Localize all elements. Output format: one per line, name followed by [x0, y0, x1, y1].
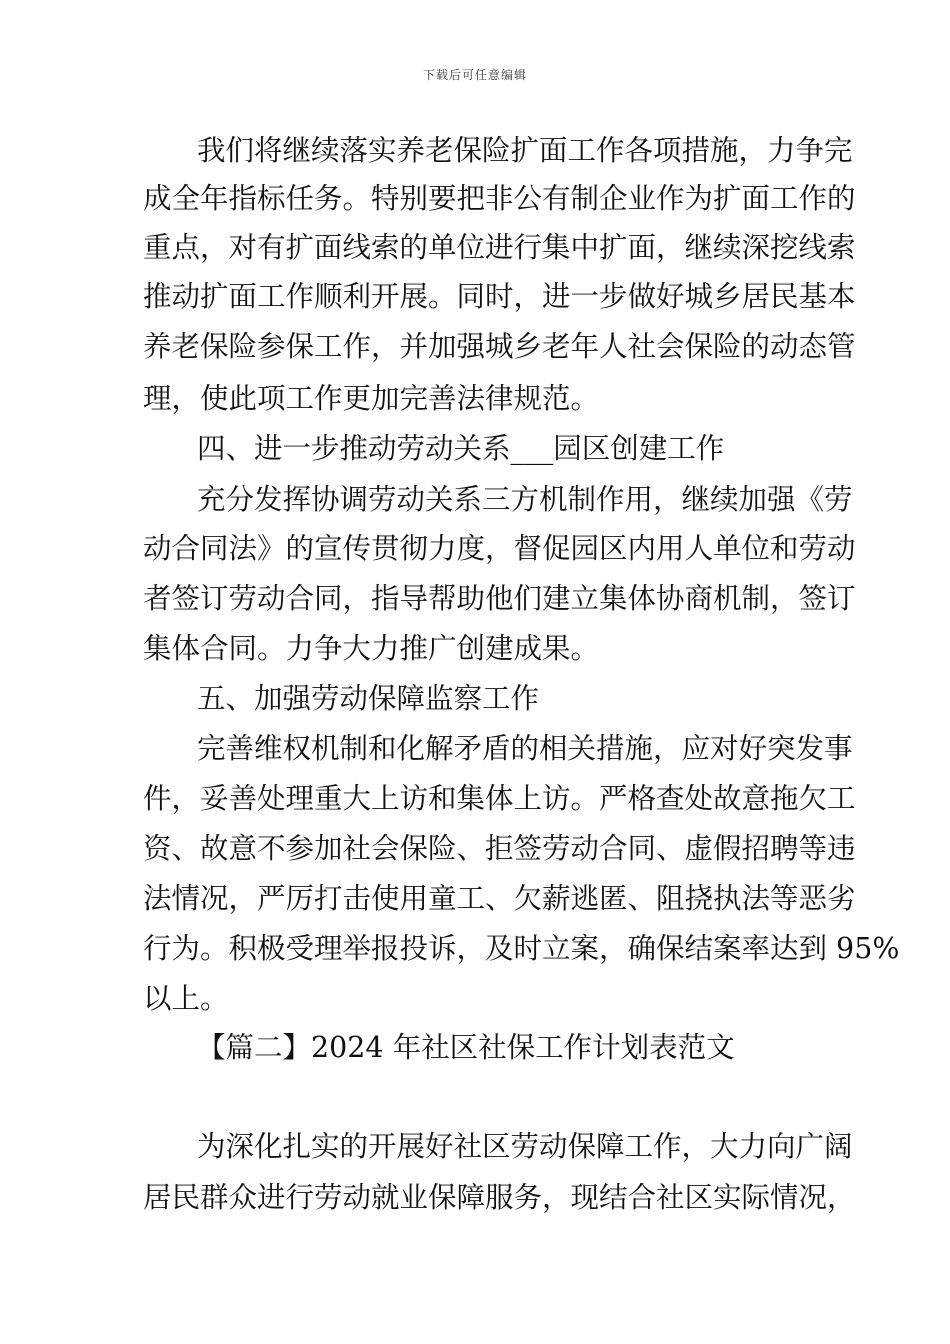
body-line: 完善维权机制和化解矛盾的相关措施，应对好突发事: [197, 732, 853, 765]
section-heading-4: 四、进一步推动劳动关系___园区创建工作: [197, 432, 725, 465]
body-line: 我们将继续落实养老保险扩面工作各项措施，力争完: [197, 134, 853, 167]
body-line: 成全年指标任务。特别要把非公有制企业作为扩面工作的: [143, 182, 856, 215]
body-line: 推动扩面工作顺利开展。同时，进一步做好城乡居民基本: [143, 280, 856, 313]
body-line: 为深化扎实的开展好社区劳动保障工作，大力向广阔: [197, 1130, 853, 1163]
article-title: 【篇二】2024 年社区社保工作计划表范文: [197, 1031, 735, 1064]
body-line: 居民群众进行劳动就业保障服务，现结合社区实际情况，: [143, 1181, 856, 1214]
body-line: 集体合同。力争大力推广创建成果。: [143, 632, 600, 665]
body-line: 充分发挥协调劳动关系三方机制作用，继续加强《劳: [197, 483, 853, 516]
body-line: 动合同法》的宣传贯彻力度，督促园区内用人单位和劳动: [143, 532, 856, 565]
header-note: 下载后可任意编辑: [422, 68, 527, 82]
body-line: 法情况，严厉打击使用童工、欠薪逃匿、阻挠执法等恶劣: [143, 882, 856, 915]
body-line: 者签订劳动合同，指导帮助他们建立集体协商机制，签订: [143, 582, 856, 615]
body-line: 件，妥善处理重大上访和集体上访。严格查处故意拖欠工: [143, 782, 856, 815]
body-line: 重点，对有扩面线索的单位进行集中扩面，继续深挖线索: [143, 231, 856, 264]
body-line: 行为。积极受理举报投诉，及时立案，确保结案率达到 95%: [143, 932, 900, 965]
body-line: 养老保险参保工作，并加强城乡老年人社会保险的动态管: [143, 330, 856, 363]
body-line: 资、故意不参加社会保险、拒签劳动合同、虚假招聘等违: [143, 832, 856, 865]
body-line: 理，使此项工作更加完善法律规范。: [143, 382, 600, 415]
section-heading-5: 五、加强劳动保障监察工作: [197, 682, 540, 715]
body-line: 以上。: [143, 982, 229, 1015]
